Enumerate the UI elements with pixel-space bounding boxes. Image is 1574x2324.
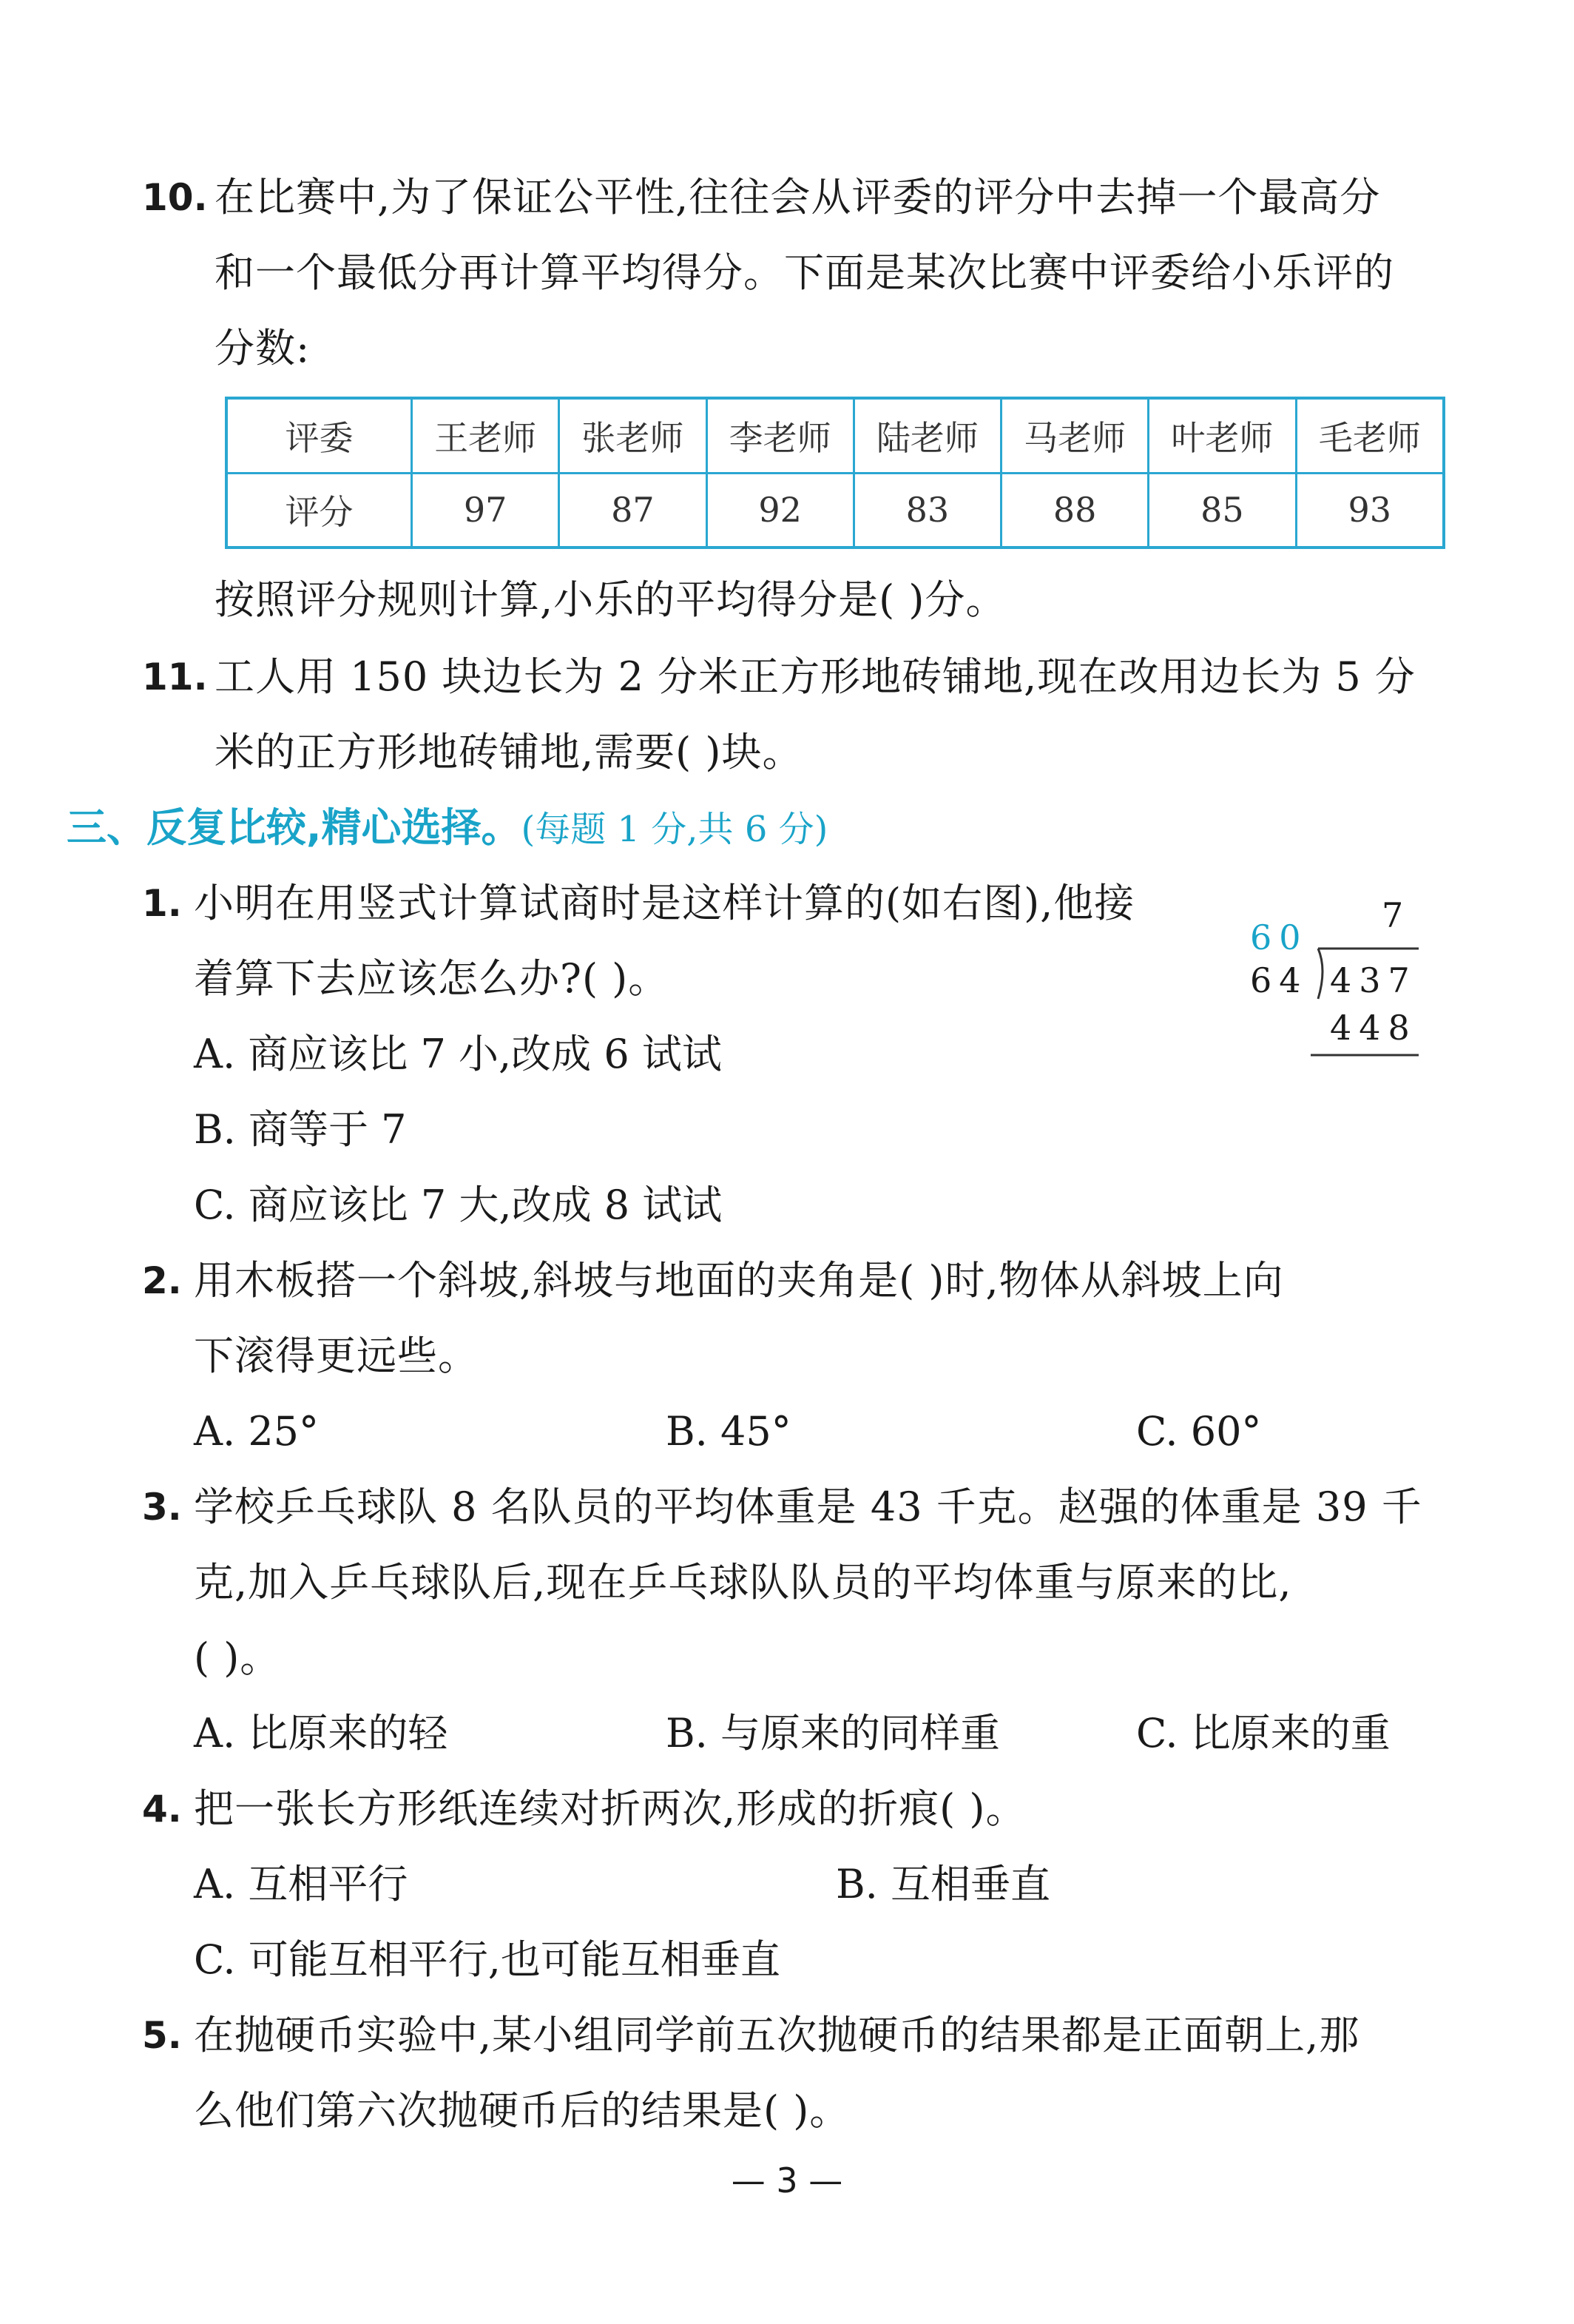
q10-text-line3: 分数: xyxy=(215,325,311,371)
long-division-figure xyxy=(1250,895,1435,1073)
mc1-text-line2: 着算下去应该怎么办?( )。 xyxy=(194,955,669,1002)
q10-text-line2: 和一个最低分再计算平均得分。下面是某次比赛中评委给小乐评的 xyxy=(215,249,1394,296)
section-title: 三、反复比较,精心选择。 xyxy=(67,804,521,851)
division-bracket xyxy=(1250,903,1435,1073)
mc4-option-c: C. 可能互相平行,也可能互相垂直 xyxy=(194,1936,780,1983)
table-cell: 叶老师 xyxy=(1149,398,1296,473)
mc1-option-c: C. 商应该比 7 大,改成 8 试试 xyxy=(194,1182,723,1228)
question-number-4: 4. xyxy=(142,1788,182,1830)
question-number-10: 10. xyxy=(142,176,208,219)
mc4-option-a: A. 互相平行 xyxy=(194,1861,408,1907)
mc1-option-b: B. 商等于 7 xyxy=(194,1106,407,1153)
mc2-option-a: A. 25° xyxy=(194,1408,320,1455)
table-cell: 陆老师 xyxy=(854,398,1001,473)
table-cell: 评委 xyxy=(226,398,412,473)
mc5-text-line1: 在抛硬币实验中,某小组同学前五次抛硬币的结果都是正面朝上,那 xyxy=(194,2012,1360,2058)
table-cell: 93 xyxy=(1296,473,1444,548)
question-number-2: 2. xyxy=(142,1259,182,1302)
table-cell: 张老师 xyxy=(559,398,706,473)
table-cell: 92 xyxy=(706,473,854,548)
section-note: (每题 1 分,共 6 分) xyxy=(521,809,828,850)
table-cell: 马老师 xyxy=(1002,398,1149,473)
trial-product: 448 xyxy=(1330,1008,1417,1048)
mc1-option-a: A. 商应该比 7 小,改成 6 试试 xyxy=(194,1031,722,1077)
mc2-option-b: B. 45° xyxy=(666,1408,791,1455)
mc1-text-line1: 小明在用竖式计算试商时是这样计算的(如右图),他接 xyxy=(194,880,1135,926)
mc3-text-line1: 学校乒乓球队 8 名队员的平均体重是 43 千克。赵强的体重是 39 千 xyxy=(194,1483,1422,1530)
dividend: 437 xyxy=(1330,960,1417,1000)
mc4-text-line1: 把一张长方形纸连续对折两次,形成的折痕( )。 xyxy=(194,1785,1027,1832)
mc4-option-b: B. 互相垂直 xyxy=(836,1861,1051,1907)
page-number: — 3 — xyxy=(731,2160,843,2200)
table-cell: 85 xyxy=(1149,473,1296,548)
mc2-text-line1: 用木板搭一个斜坡,斜坡与地面的夹角是( )时,物体从斜坡上向 xyxy=(194,1257,1284,1304)
mc2-text-line2: 下滚得更远些。 xyxy=(194,1333,479,1379)
quotient-digit: 7 xyxy=(1382,895,1411,935)
table-cell: 评分 xyxy=(226,473,412,548)
q11-text-line1: 工人用 150 块边长为 2 分米正方形地砖铺地,现在改用边长为 5 分 xyxy=(215,653,1416,700)
q10-text-line1: 在比赛中,为了保证公平性,往往会从评委的评分中去掉一个最高分 xyxy=(215,174,1381,220)
table-cell: 97 xyxy=(412,473,559,548)
divisor: 64 xyxy=(1250,960,1308,1000)
table-cell: 毛老师 xyxy=(1296,398,1444,473)
mc3-text-line3: ( )。 xyxy=(194,1634,281,1681)
table-cell: 88 xyxy=(1002,473,1149,548)
mc3-option-c: C. 比原来的重 xyxy=(1136,1710,1391,1757)
table-cell: 83 xyxy=(854,473,1001,548)
table-row-scores xyxy=(226,473,1444,548)
score-table xyxy=(225,397,1445,549)
mc3-text-line2: 克,加入乒乓球队后,现在乒乓球队队员的平均体重与原来的比, xyxy=(194,1559,1292,1606)
q11-text-line2: 米的正方形地砖铺地,需要( )块。 xyxy=(215,729,803,775)
q10-question: 按照评分规则计算,小乐的平均得分是( )分。 xyxy=(215,576,1007,623)
question-number-5: 5. xyxy=(142,2014,182,2057)
mc2-option-c: C. 60° xyxy=(1136,1408,1262,1455)
table-row-judges xyxy=(226,398,1444,473)
table-cell: 王老师 xyxy=(412,398,559,473)
question-number-1: 1. xyxy=(142,882,182,925)
table-cell: 87 xyxy=(559,473,706,548)
section-heading xyxy=(67,802,828,855)
mc3-option-a: A. 比原来的轻 xyxy=(194,1710,448,1757)
question-number-11: 11. xyxy=(142,656,208,698)
mc5-text-line2: 么他们第六次抛硬币后的结果是( )。 xyxy=(194,2087,851,2134)
mc3-option-b: B. 与原来的同样重 xyxy=(666,1710,1001,1757)
question-number-3: 3. xyxy=(142,1486,182,1529)
table-cell: 李老师 xyxy=(706,398,854,473)
trial-estimate: 60 xyxy=(1250,917,1308,957)
